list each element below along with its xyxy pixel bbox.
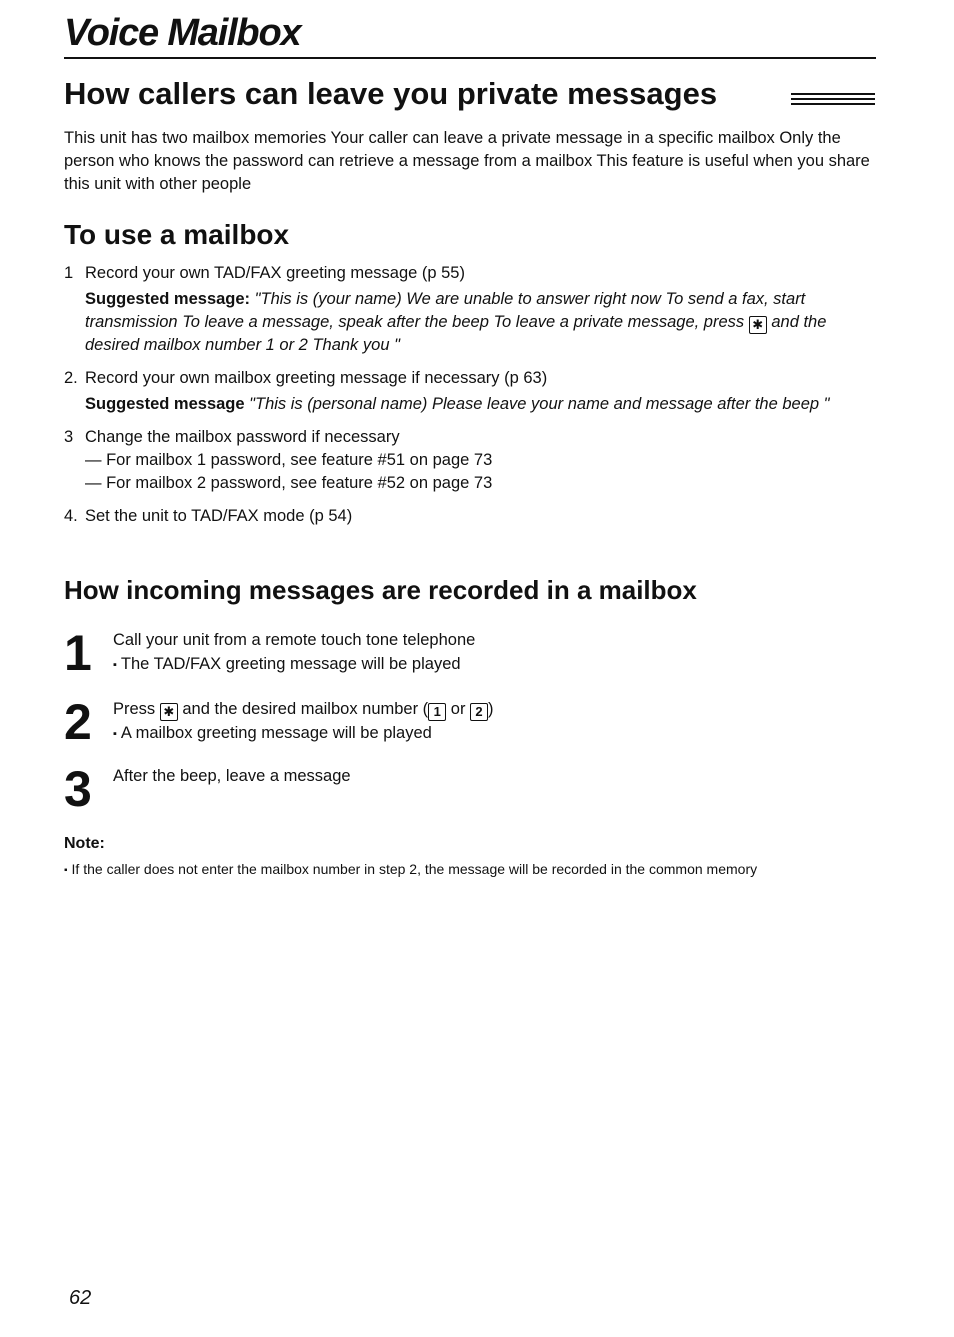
big-step-number: 2 [64, 694, 92, 750]
step-number: 3 [64, 428, 74, 446]
suggested-label: Suggested message [85, 395, 245, 413]
step-4 [64, 505, 864, 528]
step-text: Record your own mailbox greeting message if necessary (p 63) [85, 369, 548, 387]
star-key-icon: ✱ [749, 316, 767, 334]
suggested-text-part1: "This is (your name) We are unable to answer right now To send a fax, start transmission To leave a message, speak after the beep To leave a private message, press [85, 290, 806, 331]
suggested-text: "This is (personal name) Please leave your name and message after the beep " [249, 395, 830, 413]
step-2 [64, 367, 864, 416]
heading-incoming-messages: How incoming messages are recorded in a mailbox [64, 575, 697, 605]
note-label: Note: [64, 835, 105, 852]
suggested-label: Suggested message: [85, 290, 251, 308]
step-1 [64, 262, 864, 357]
step-bullet: ▪ The TAD/FAX greeting message will be played [113, 652, 873, 677]
heading-use-mailbox: To use a mailbox [64, 219, 290, 250]
step-number: 4. [64, 507, 78, 525]
step-text: After the beep, leave a message [113, 767, 351, 785]
step-text: Change the mailbox password if necessary [85, 428, 400, 446]
step-bullet: ▪ A mailbox greeting message will be played [113, 721, 873, 746]
key-2-icon: 2 [470, 703, 488, 721]
big-step-number: 1 [64, 625, 92, 681]
big-step-number: 3 [64, 761, 92, 817]
step-text: Set the unit to TAD/FAX mode (p 54) [85, 507, 353, 525]
title-rule [64, 57, 876, 59]
heading-double-rule [791, 93, 875, 108]
use-mailbox-steps [64, 262, 864, 538]
step-text: Press ✱ and the desired mailbox number ( 1 or 2 ) [113, 700, 494, 719]
intro-paragraph: This unit has two mailbox memories Your caller can leave a private message in a specific mailbox Only the person who knows the password can retrieve a message from a mailbox This feature is useful when you share this unit with other people [64, 129, 870, 193]
step-number: 1 [64, 264, 74, 282]
step-3 [64, 426, 864, 495]
password-subitem: — For mailbox 2 password, see feature #52 on page 73 [85, 474, 493, 492]
page-number: 62 [69, 1287, 92, 1309]
key-1-icon: 1 [428, 703, 446, 721]
password-subitem: — For mailbox 1 password, see feature #51 on page 73 [85, 451, 493, 469]
suggested-message [85, 288, 864, 357]
star-key-icon: ✱ [160, 703, 178, 721]
step-text: Call your unit from a remote touch tone telephone [113, 631, 476, 649]
note-text: ▪ If the caller does not enter the mailbox number in step 2, the message will be recorded in the common memory [64, 858, 864, 882]
step-text: Record your own TAD/FAX greeting message (p 55) [85, 264, 465, 282]
suggested-text-part2: and the desired mailbox number 1 or 2 Thank you " [85, 313, 827, 354]
step-number: 2. [64, 369, 78, 387]
suggested-message [85, 393, 864, 416]
heading-private-messages: How callers can leave you private messages [64, 76, 718, 111]
section-title: Voice Mailbox [64, 12, 301, 54]
